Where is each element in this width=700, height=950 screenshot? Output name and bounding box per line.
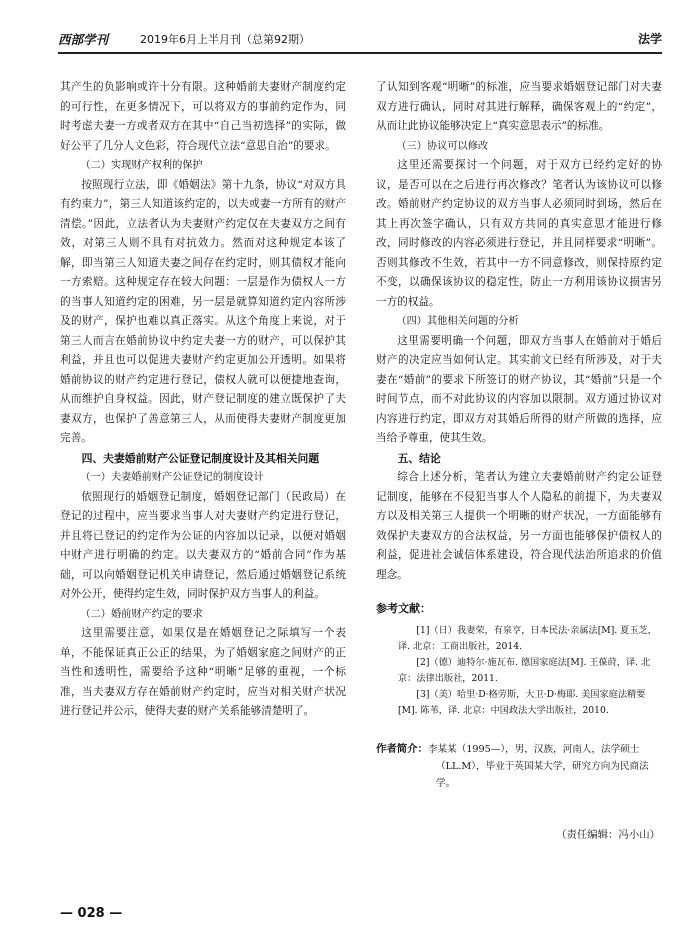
paragraph: 其产生的负影响或许十分有限。这种婚前夫妻财产制度约定的可行性，在更多情况下，可以将双方的事前约定作为，同时考虑夫妻一方或者双方在其中“自己当初选择”的实际，做好公平了几分人文色彩，符合现代立法“意思自治”的要求。 [60, 81, 346, 152]
reference-item: [3]（美）哈里·D·格劳斯，大卫·D·梅耶. 美国家庭法精要[M]. 陈苇，译. 北京：中国政法大学出版社，2010. [398, 688, 646, 716]
subheading: （三）协议可以修改 [396, 140, 489, 152]
author-note [376, 741, 662, 792]
journal-brand: 西部学刊 [58, 32, 109, 47]
section-heading: 四、夫妻婚前财产公证登记制度设计及其相关问题 [81, 451, 320, 465]
paragraph: 按照现行立法，即《婚姻法》第十九条，协议“对双方具有约束力”，第三人知道该约定的，以夫或妻一方所有的财产清偿。”因此，立法者认为夫妻财产约定仅在夫妻双方之间有效，对第三人则不具有对抗效力。然而对这种规定本该了解，即当第三人知道夫妻之间存在约定时，则其债权才能向一方索赔。这种规定存在较大问题：一层是作为债权人一方的当事人知道约定的困难，另一层是就算知道约定内容所涉及的财产，保护也难以真正落实。从这个角度上来说，对于第三人而言在婚前协议中约定夫妻一方的财产，可以保护其利益，并且也可以促进夫妻财产约定更加公开透明。如果将婚前协议的财产约定进行登记，债权人就可以便捷地查询，从而维护自身权益。因此，财产登记制度的建立既保护了夫妻双方，也保护了善意第三人，从而使得夫妻财产制度更加完善。 [60, 178, 346, 444]
responsible-editor: （责任编辑：冯小山） [556, 829, 660, 841]
reference-item: [1]（日）我妻荣，有泉亨，日本民法·亲属法[M]. 夏玉芝，译. 北京：工商出版社，2014. [398, 624, 657, 652]
page-number: — 028 — [60, 906, 123, 921]
paragraph: 了认知到客观“明晰”的标准，应当要求婚姻登记部门对夫妻双方进行确认，同时对其进行解释，确保客观上的“约定”，从而让此协议能够决定上“真实意思表示”的标准。 [376, 81, 662, 132]
section-heading: 五、结论 [397, 451, 441, 465]
paragraph: 依照现行的婚姻登记制度，婚姻登记部门（民政局）在登记的过程中，应当要求当事人对夫妻财产约定进行登记，并且将已登记的约定作为公证的内容加以记录，以便对婚姻中财产进行明确的约定。以夫妻双方的“婚前合同”作为基础，可以向婚姻登记机关申请登记，然后通过婚姻登记系统对外公开，使得约定生效，同时保护双方当事人的利益。 [60, 490, 346, 600]
issue-info: 2019年6月上半月刊（总第92期） [140, 33, 310, 46]
left-column [60, 78, 346, 722]
author-text: 李某某（1995—），男，汉族，河南人，法学硕士（LL.M），毕业于英国某大学，研究方向为民商法学。 [427, 743, 649, 789]
right-column [376, 78, 662, 792]
section-name: 法学 [637, 32, 662, 46]
subheading: （一）夫妻婚前财产公证登记的制度设计 [80, 472, 264, 483]
paragraph: 这里还需要探讨一个问题，对于双方已经约定好的协议，是否可以在之后进行再次修改？笔者认为该协议可以修改。婚前财产约定协议的双方当事人必须同时到场，然后在其上再次签字确认，只有双方共同的真实意思才能进行修改，同时修改的内容必须进行登记，并且同样要求“明晰”。否则其修改不生效，若其中一方不同意修改，则保持原约定不变，以确保该协议的稳定性，防止一方利用该协议损害另一方的权益。 [376, 159, 662, 308]
paragraph: 综合上述分析，笔者认为建立夫妻婚前财产约定公证登记制度，能够在不侵犯当事人个人隐私的前提下，为夫妻双方以及相关第三人提供一个明晰的财产状况，一方面能够有效保护夫妻双方的合法权益，另一方面也能够保护债权人的利益，促进社会诚信体系建设，符合现代法治所追求的价值理念。 [376, 471, 662, 581]
subheading: （二）婚前财产约定的要求 [80, 608, 203, 620]
paragraph: 这里需要明确一个问题，即双方当事人在婚前对于婚后财产的决定应当如何认定。其实前文已经有所涉及，对于夫妻在“婚前”的要求下所签订的财产协议，其“婚前”只是一个时间节点，而不对此协议的内容加以限制。双方通过协议对内容进行约定，即双方对其婚后所得的财产所做的选择，应当给予尊重，使其生效。 [376, 334, 662, 444]
page-header [58, 24, 662, 54]
author-label: 作者简介： [376, 742, 428, 755]
subheading: （四）其他相关问题的分析 [396, 316, 519, 327]
paragraph: 这里需要注意，如果仅是在婚姻登记之际填写一个表单，不能保证真正公正的结果，为了婚姻家庭之间财产的正当性和透明性，需要给予这种“明晰”足够的重视，一个标准，当夫妻双方存在婚前财产约定时，应当对相关财产状况进行登记并公示，使得夫妻的财产关系能够清楚明了。 [60, 627, 346, 717]
references-title: 参考文献： [376, 602, 431, 615]
reference-item: [2]（德）迪特尔·施瓦布. 德国家庭法[M]. 王葆莳，译. 北京：法律出版社，2011. [398, 656, 651, 684]
subheading: （二）实现财产权利的保护 [80, 160, 203, 171]
